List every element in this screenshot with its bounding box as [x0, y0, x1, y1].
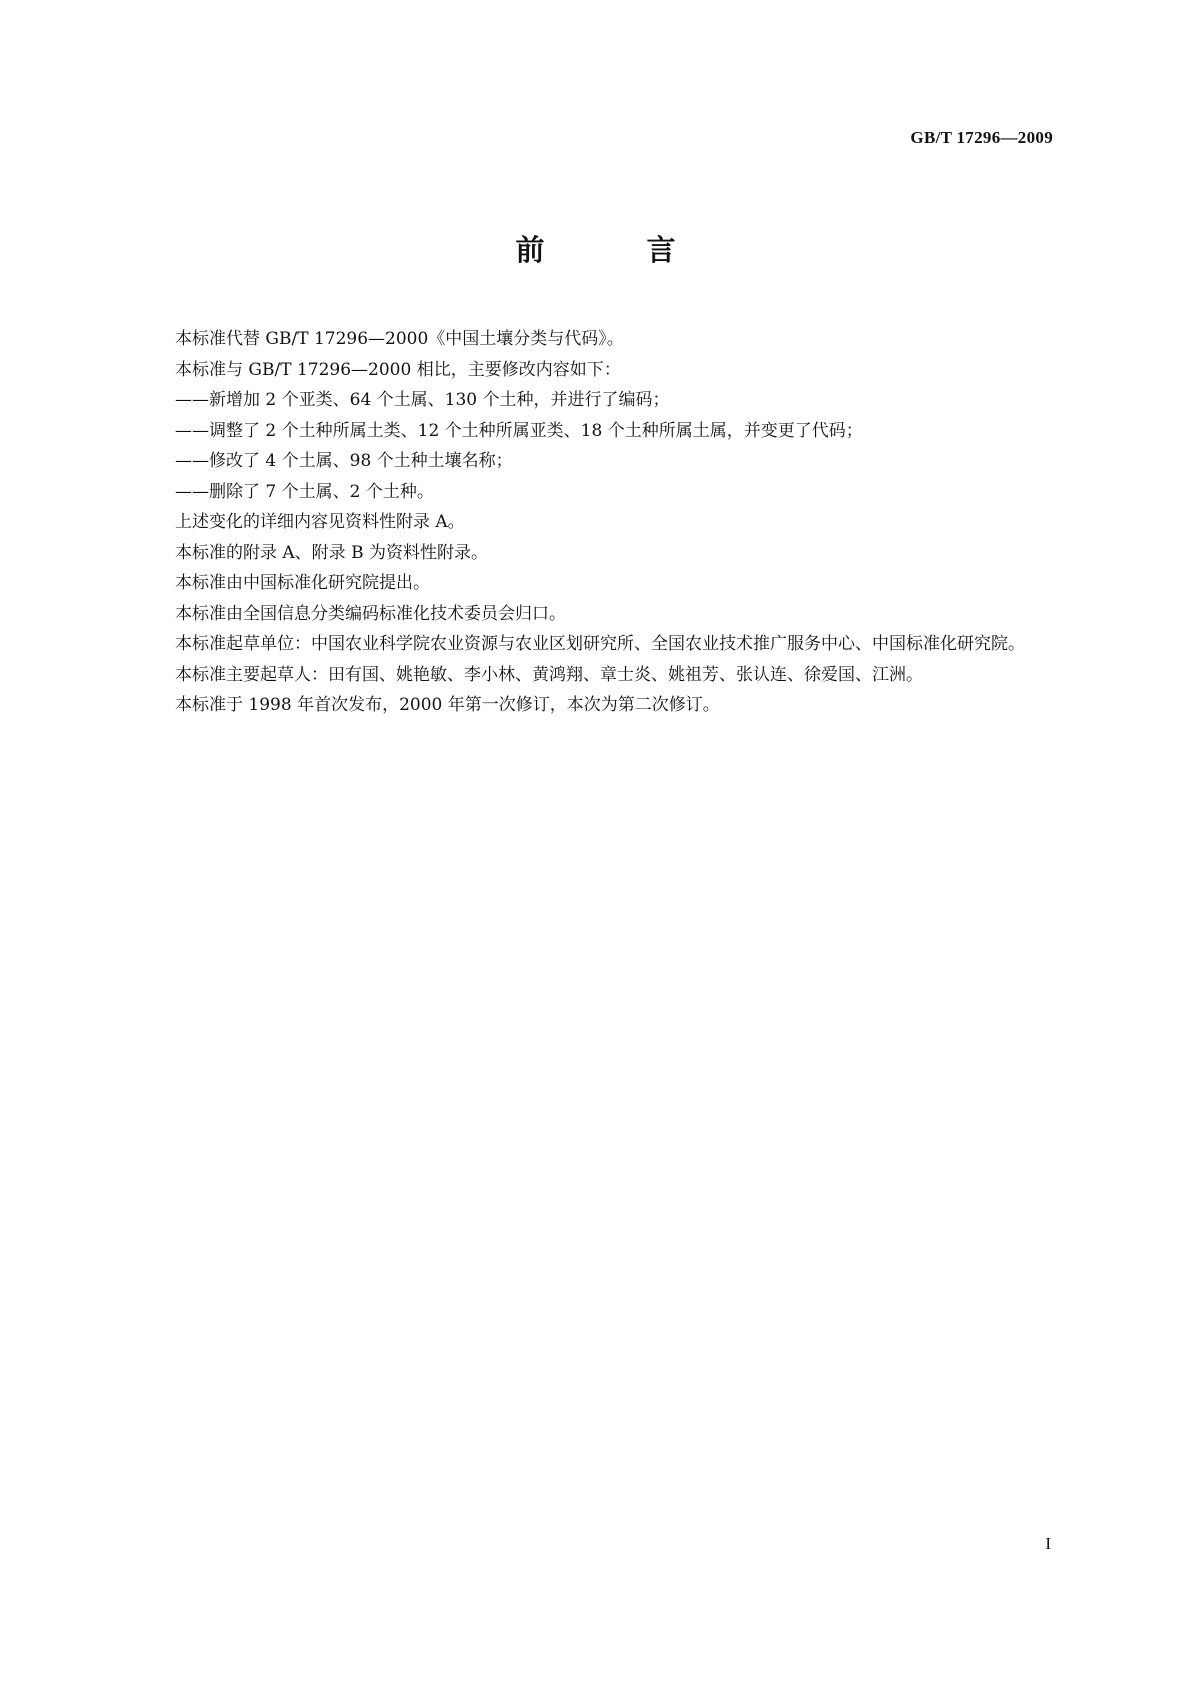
list-item: ——删除了 7 个土属、2 个土种。: [175, 481, 434, 502]
foreword-body: [141, 324, 1058, 721]
list-item: ——调整了 2 个土种所属土类、12 个土种所属亚类、18 个土种所属土属，并变更了代码；: [175, 420, 863, 441]
paragraph: 本标准代替 GB/T 17296—2000《中国土壤分类与代码》。: [175, 329, 624, 349]
paragraph: 本标准主要起草人：田有国、姚艳敏、李小林、黄鸿翔、章士炎、姚祖芳、张认连、徐爱国、江洲。: [175, 664, 923, 685]
paragraph: 本标准起草单位：中国农业科学院农业资源与农业区划研究所、全国农业技术推广服务中心、中国标准化研究院。: [175, 634, 1025, 654]
paragraph: 本标准与 GB/T 17296—2000 相比，主要修改内容如下：: [175, 359, 621, 380]
paragraph: 上述变化的详细内容见资料性附录 A。: [175, 512, 465, 532]
paragraph: 本标准的附录 A、附录 B 为资料性附录。: [175, 542, 488, 563]
page-number: I: [1045, 1534, 1051, 1553]
paragraph: 本标准由中国标准化研究院提出。: [175, 573, 430, 593]
list-item: ——新增加 2 个亚类、64 个土属、130 个土种，并进行了编码；: [175, 390, 670, 410]
paragraph: 本标准由全国信息分类编码标准化技术委员会归口。: [175, 603, 566, 624]
paragraph: 本标准于 1998 年首次发布，2000 年第一次修订，本次为第二次修订。: [175, 695, 720, 715]
list-item: ——修改了 4 个土属、98 个土种土壤名称；: [175, 451, 513, 471]
standard-code: GB/T 17296—2009: [910, 128, 1053, 147]
page-title: 前 言: [515, 233, 722, 267]
